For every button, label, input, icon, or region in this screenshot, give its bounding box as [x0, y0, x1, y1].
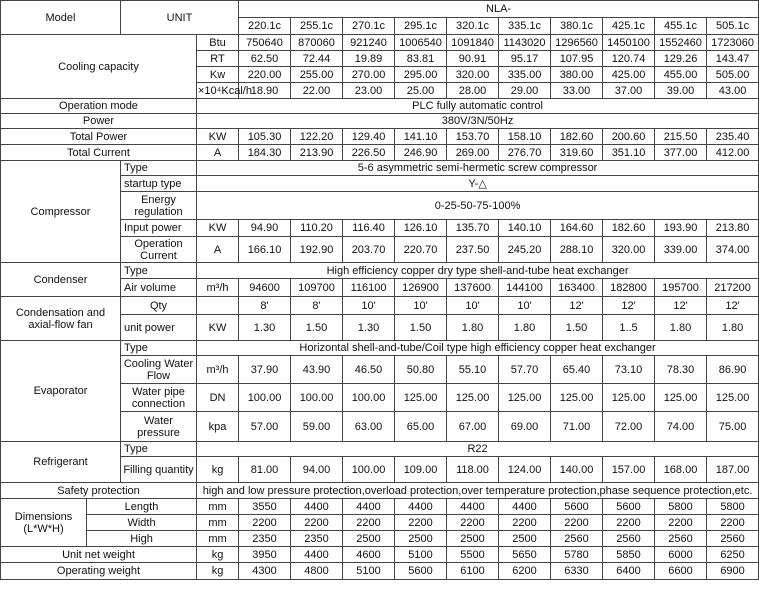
- dimension-height-row: [1, 531, 759, 547]
- value-cell: 1..5: [603, 315, 655, 341]
- value-cell: 8': [239, 297, 291, 315]
- value-cell: 187.00: [707, 457, 759, 483]
- value-cell: 158.10: [499, 129, 551, 145]
- model-col: 335.1c: [499, 18, 551, 35]
- value-cell: 182.60: [551, 129, 603, 145]
- value-cell: 125.00: [707, 384, 759, 412]
- evaporator-type-value: Horizontal shell-and-tube/Coil type high efficiency copper heat exchanger: [197, 341, 759, 356]
- value-cell: 2200: [707, 515, 759, 531]
- value-cell: 351.10: [603, 145, 655, 161]
- dimensions-label: Dimensions (L*W*H): [1, 499, 87, 547]
- value-cell: 505.00: [707, 67, 759, 83]
- value-cell: 100.00: [239, 384, 291, 412]
- energy-regulation-label: Energy regulation: [121, 192, 197, 220]
- value-cell: 37.90: [239, 356, 291, 384]
- value-cell: 122.20: [291, 129, 343, 145]
- value-cell: 6600: [655, 563, 707, 580]
- safety-row: [1, 483, 759, 499]
- operation-mode-value: PLC fully automatic control: [197, 99, 759, 114]
- unit-cell: kpa: [197, 412, 239, 442]
- value-cell: 4400: [447, 499, 499, 515]
- unit-cell: m³/h: [197, 279, 239, 297]
- value-cell: 4400: [291, 547, 343, 563]
- operation-current-label: Operation Current: [121, 237, 197, 263]
- value-cell: 140.10: [499, 220, 551, 237]
- value-cell: 184.30: [239, 145, 291, 161]
- value-cell: 3950: [239, 547, 291, 563]
- value-cell: 59.00: [291, 412, 343, 442]
- value-cell: 5600: [603, 499, 655, 515]
- filling-quantity-label: Filling quantity: [121, 457, 197, 483]
- value-cell: 220.70: [395, 237, 447, 263]
- operation-mode-row: [1, 99, 759, 114]
- value-cell: 2200: [343, 515, 395, 531]
- power-value: 380V/3N/50Hz: [197, 114, 759, 129]
- value-cell: 193.90: [655, 220, 707, 237]
- cooling-water-flow-label: Cooling Water Flow: [121, 356, 197, 384]
- value-cell: 137600: [447, 279, 499, 297]
- value-cell: 50.80: [395, 356, 447, 384]
- model-col: 255.1c: [291, 18, 343, 35]
- unit-cell: KW: [197, 220, 239, 237]
- value-cell: 12': [707, 297, 759, 315]
- value-cell: 269.00: [447, 145, 499, 161]
- value-cell: 86.90: [707, 356, 759, 384]
- value-cell: 335.00: [499, 67, 551, 83]
- water-pipe-connection-label: Water pipe connection: [121, 384, 197, 412]
- value-cell: 43.00: [707, 83, 759, 99]
- power-row: [1, 114, 759, 129]
- value-cell: 94600: [239, 279, 291, 297]
- value-cell: 5650: [499, 547, 551, 563]
- value-cell: 1.50: [291, 315, 343, 341]
- power-label: Power: [1, 114, 197, 129]
- value-cell: 67.00: [447, 412, 499, 442]
- value-cell: 2200: [499, 515, 551, 531]
- value-cell: 65.40: [551, 356, 603, 384]
- value-cell: 118.00: [447, 457, 499, 483]
- condenser-type-row: [1, 263, 759, 279]
- value-cell: 246.90: [395, 145, 447, 161]
- value-cell: 220.00: [239, 67, 291, 83]
- value-cell: 140.00: [551, 457, 603, 483]
- qty-label: Qty: [121, 297, 197, 315]
- total-current-label: Total Current: [1, 145, 197, 161]
- model-header: Model: [1, 1, 121, 35]
- value-cell: 81.00: [239, 457, 291, 483]
- value-cell: 124.00: [499, 457, 551, 483]
- value-cell: 2500: [343, 531, 395, 547]
- value-cell: 6900: [707, 563, 759, 580]
- value-cell: 1450100: [603, 35, 655, 51]
- value-cell: 203.70: [343, 237, 395, 263]
- dimension-width-row: [1, 515, 759, 531]
- startup-type-label: startup type: [121, 176, 197, 192]
- fan-qty-row: [1, 297, 759, 315]
- value-cell: 192.90: [291, 237, 343, 263]
- evaporator-label: Evaporator: [1, 341, 121, 442]
- value-cell: 1552460: [655, 35, 707, 51]
- value-cell: 4400: [395, 499, 447, 515]
- value-cell: 237.50: [447, 237, 499, 263]
- unit-cell: mm: [197, 515, 239, 531]
- value-cell: 750640: [239, 35, 291, 51]
- value-cell: 12': [603, 297, 655, 315]
- value-cell: 46.50: [343, 356, 395, 384]
- value-cell: 57.70: [499, 356, 551, 384]
- model-col: 505.1c: [707, 18, 759, 35]
- value-cell: 135.70: [447, 220, 499, 237]
- unit-power-label: unit power: [121, 315, 197, 341]
- value-cell: 377.00: [655, 145, 707, 161]
- value-cell: 125.00: [447, 384, 499, 412]
- unit-cell: kg: [197, 457, 239, 483]
- value-cell: 90.91: [447, 51, 499, 67]
- total-current-row: [1, 145, 759, 161]
- value-cell: 2200: [291, 515, 343, 531]
- value-cell: 6250: [707, 547, 759, 563]
- value-cell: 2500: [447, 531, 499, 547]
- value-cell: 153.70: [447, 129, 499, 145]
- value-cell: 412.00: [707, 145, 759, 161]
- value-cell: 4400: [499, 499, 551, 515]
- value-cell: 73.10: [603, 356, 655, 384]
- value-cell: 2560: [551, 531, 603, 547]
- value-cell: 2350: [239, 531, 291, 547]
- value-cell: 55.10: [447, 356, 499, 384]
- value-cell: 245.20: [499, 237, 551, 263]
- cooling-row-btu: [1, 35, 759, 51]
- unit-cell: m³/h: [197, 356, 239, 384]
- value-cell: 870060: [291, 35, 343, 51]
- value-cell: 255.00: [291, 67, 343, 83]
- value-cell: 5500: [447, 547, 499, 563]
- value-cell: 74.00: [655, 412, 707, 442]
- value-cell: 1.80: [447, 315, 499, 341]
- value-cell: 455.00: [655, 67, 707, 83]
- value-cell: 4600: [343, 547, 395, 563]
- unit-cell: ×10⁴Kcal/h: [198, 84, 252, 97]
- value-cell: 72.00: [603, 412, 655, 442]
- value-cell: 921240: [343, 35, 395, 51]
- value-cell: 2350: [291, 531, 343, 547]
- energy-regulation-value: 0-25-50-75-100%: [197, 192, 759, 220]
- value-cell: 125.00: [499, 384, 551, 412]
- value-cell: 71.00: [551, 412, 603, 442]
- fan-label: Condensation and axial-flow fan: [1, 297, 121, 341]
- value-cell: 5600: [551, 499, 603, 515]
- value-cell: 200.60: [603, 129, 655, 145]
- value-cell: 5100: [343, 563, 395, 580]
- value-cell: 6400: [603, 563, 655, 580]
- value-cell: 94.90: [239, 220, 291, 237]
- unit-cell: A: [197, 237, 239, 263]
- unit-cell: mm: [197, 531, 239, 547]
- operating-weight-row: [1, 563, 759, 580]
- value-cell: 213.90: [291, 145, 343, 161]
- value-cell: 2200: [603, 515, 655, 531]
- value-cell: 65.00: [395, 412, 447, 442]
- model-col: 320.1c: [447, 18, 499, 35]
- compressor-type-value: 5-6 asymmetric semi-hermetic screw compressor: [197, 161, 759, 176]
- value-cell: 6000: [655, 547, 707, 563]
- value-cell: 6100: [447, 563, 499, 580]
- air-volume-label: Air volume: [121, 279, 197, 297]
- value-cell: 125.00: [655, 384, 707, 412]
- value-cell: 129.40: [343, 129, 395, 145]
- value-cell: 109.00: [395, 457, 447, 483]
- model-col: 220.1c: [239, 18, 291, 35]
- value-cell: 110.20: [291, 220, 343, 237]
- value-cell: 2200: [239, 515, 291, 531]
- value-cell: 62.50: [239, 51, 291, 67]
- value-cell: 1.50: [551, 315, 603, 341]
- value-cell: 182800: [603, 279, 655, 297]
- unit-cell: [197, 297, 239, 315]
- unit-cell: KW: [197, 129, 239, 145]
- value-cell: 2200: [551, 515, 603, 531]
- series-header: NLA-: [239, 1, 759, 18]
- value-cell: 23.00: [343, 83, 395, 99]
- value-cell: 1.50: [395, 315, 447, 341]
- value-cell: 125.00: [395, 384, 447, 412]
- value-cell: 164.60: [551, 220, 603, 237]
- value-cell: 6200: [499, 563, 551, 580]
- value-cell: 57.00: [239, 412, 291, 442]
- value-cell: 2200: [447, 515, 499, 531]
- value-cell: 1143020: [499, 35, 551, 51]
- cooling-capacity-label: Cooling capacity: [1, 35, 197, 99]
- total-power-label: Total Power: [1, 129, 197, 145]
- value-cell: 1091840: [447, 35, 499, 51]
- height-label: High: [87, 531, 197, 547]
- value-cell: 116100: [343, 279, 395, 297]
- value-cell: 380.00: [551, 67, 603, 83]
- value-cell: 10': [343, 297, 395, 315]
- value-cell: 10': [447, 297, 499, 315]
- value-cell: 1006540: [395, 35, 447, 51]
- unit-header: UNIT: [121, 1, 239, 35]
- value-cell: 235.40: [707, 129, 759, 145]
- model-col: 270.1c: [343, 18, 395, 35]
- value-cell: 143.47: [707, 51, 759, 67]
- value-cell: 2560: [655, 531, 707, 547]
- value-cell: 4800: [291, 563, 343, 580]
- water-pressure-label: Water pressure: [121, 412, 197, 442]
- value-cell: 1.80: [499, 315, 551, 341]
- value-cell: 78.30: [655, 356, 707, 384]
- value-cell: 39.00: [655, 83, 707, 99]
- value-cell: 29.00: [499, 83, 551, 99]
- value-cell: 5780: [551, 547, 603, 563]
- unit-cell: mm: [197, 499, 239, 515]
- value-cell: 168.00: [655, 457, 707, 483]
- input-power-label: Input power: [121, 220, 197, 237]
- condenser-type-value: High efficiency copper dry type shell-and-tube heat exchanger: [197, 263, 759, 279]
- value-cell: 339.00: [655, 237, 707, 263]
- refrigerant-label: Refrigerant: [1, 442, 121, 483]
- refrigerant-type-value: R22: [197, 442, 759, 457]
- value-cell: 19.89: [343, 51, 395, 67]
- value-cell: 217200: [707, 279, 759, 297]
- value-cell: 320.00: [603, 237, 655, 263]
- value-cell: 182.60: [603, 220, 655, 237]
- value-cell: 25.00: [395, 83, 447, 99]
- value-cell: 83.81: [395, 51, 447, 67]
- evaporator-type-label: Type: [121, 341, 197, 356]
- value-cell: 4400: [343, 499, 395, 515]
- model-col: 425.1c: [603, 18, 655, 35]
- value-cell: 129.26: [655, 51, 707, 67]
- unit-cell: DN: [197, 384, 239, 412]
- unit-cell: Btu: [197, 35, 239, 51]
- value-cell: 100.00: [343, 384, 395, 412]
- value-cell: 100.00: [343, 457, 395, 483]
- value-cell: 2200: [655, 515, 707, 531]
- value-cell: 166.10: [239, 237, 291, 263]
- condenser-type-label: Type: [121, 263, 197, 279]
- value-cell: 144100: [499, 279, 551, 297]
- value-cell: 3550: [239, 499, 291, 515]
- value-cell: 270.00: [343, 67, 395, 83]
- value-cell: 2500: [395, 531, 447, 547]
- net-weight-row: [1, 547, 759, 563]
- value-cell: 109700: [291, 279, 343, 297]
- refrigerant-type-label: Type: [121, 442, 197, 457]
- header-row-1: [1, 1, 759, 18]
- value-cell: 276.70: [499, 145, 551, 161]
- model-col: 380.1c: [551, 18, 603, 35]
- net-weight-label: Unit net weight: [1, 547, 197, 563]
- compressor-type-label: Type: [121, 161, 197, 176]
- model-col: 455.1c: [655, 18, 707, 35]
- dimension-length-row: [1, 499, 759, 515]
- value-cell: 1.30: [343, 315, 395, 341]
- refrigerant-type-row: [1, 442, 759, 457]
- value-cell: 295.00: [395, 67, 447, 83]
- value-cell: 126900: [395, 279, 447, 297]
- unit-cell: RT: [197, 51, 239, 67]
- value-cell: 2560: [603, 531, 655, 547]
- value-cell: 1.80: [707, 315, 759, 341]
- compressor-label: Compressor: [1, 161, 121, 263]
- value-cell: 4400: [291, 499, 343, 515]
- value-cell: 320.00: [447, 67, 499, 83]
- value-cell: 116.40: [343, 220, 395, 237]
- value-cell: 1296560: [551, 35, 603, 51]
- value-cell: 125.00: [551, 384, 603, 412]
- value-cell: 94.00: [291, 457, 343, 483]
- value-cell: 100.00: [291, 384, 343, 412]
- value-cell: 10': [499, 297, 551, 315]
- value-cell: 95.17: [499, 51, 551, 67]
- unit-cell: kg: [197, 547, 239, 563]
- length-label: Length: [87, 499, 197, 515]
- value-cell: 215.50: [655, 129, 707, 145]
- evaporator-type-row: [1, 341, 759, 356]
- value-cell: 213.80: [707, 220, 759, 237]
- width-label: Width: [87, 515, 197, 531]
- value-cell: 2560: [707, 531, 759, 547]
- value-cell: 28.00: [447, 83, 499, 99]
- model-col: 295.1c: [395, 18, 447, 35]
- value-cell: 5800: [655, 499, 707, 515]
- value-cell: 63.00: [343, 412, 395, 442]
- value-cell: 8': [291, 297, 343, 315]
- operating-weight-label: Operating weight: [1, 563, 197, 580]
- value-cell: 37.00: [603, 83, 655, 99]
- unit-cell: Kw: [197, 67, 239, 83]
- value-cell: 72.44: [291, 51, 343, 67]
- value-cell: 163400: [551, 279, 603, 297]
- unit-cell: KW: [197, 315, 239, 341]
- unit-cell: kg: [197, 563, 239, 580]
- value-cell: 105.30: [239, 129, 291, 145]
- value-cell: 5850: [603, 547, 655, 563]
- value-cell: 33.00: [551, 83, 603, 99]
- value-cell: 107.95: [551, 51, 603, 67]
- value-cell: 69.00: [499, 412, 551, 442]
- value-cell: 126.10: [395, 220, 447, 237]
- safety-label: Safety protection: [1, 483, 197, 499]
- value-cell: 319.60: [551, 145, 603, 161]
- value-cell: 120.74: [603, 51, 655, 67]
- value-cell: 374.00: [707, 237, 759, 263]
- value-cell: 157.00: [603, 457, 655, 483]
- value-cell: 43.90: [291, 356, 343, 384]
- total-power-row: [1, 129, 759, 145]
- condenser-label: Condenser: [1, 263, 121, 297]
- value-cell: 4300: [239, 563, 291, 580]
- value-cell: 288.10: [551, 237, 603, 263]
- value-cell: 1.30: [239, 315, 291, 341]
- value-cell: 226.50: [343, 145, 395, 161]
- startup-type-value: Y-△: [197, 176, 759, 192]
- unit-cell: A: [197, 145, 239, 161]
- value-cell: 195700: [655, 279, 707, 297]
- value-cell: 2200: [395, 515, 447, 531]
- value-cell: 2500: [499, 531, 551, 547]
- value-cell: 5600: [395, 563, 447, 580]
- value-cell: 125.00: [603, 384, 655, 412]
- value-cell: 12': [655, 297, 707, 315]
- value-cell: 1723060: [707, 35, 759, 51]
- value-cell: 5100: [395, 547, 447, 563]
- value-cell: 18.90: [239, 83, 291, 99]
- value-cell: 5800: [707, 499, 759, 515]
- value-cell: 12': [551, 297, 603, 315]
- value-cell: 22.00: [291, 83, 343, 99]
- value-cell: 6330: [551, 563, 603, 580]
- value-cell: 10': [395, 297, 447, 315]
- operation-mode-label: Operation mode: [1, 99, 197, 114]
- value-cell: 141.10: [395, 129, 447, 145]
- value-cell: 1.80: [655, 315, 707, 341]
- compressor-type-row: [1, 161, 759, 176]
- value-cell: 425.00: [603, 67, 655, 83]
- value-cell: 75.00: [707, 412, 759, 442]
- safety-value: high and low pressure protection,overload protection,over temperature protection,phase sequence protection,etc.: [197, 483, 759, 499]
